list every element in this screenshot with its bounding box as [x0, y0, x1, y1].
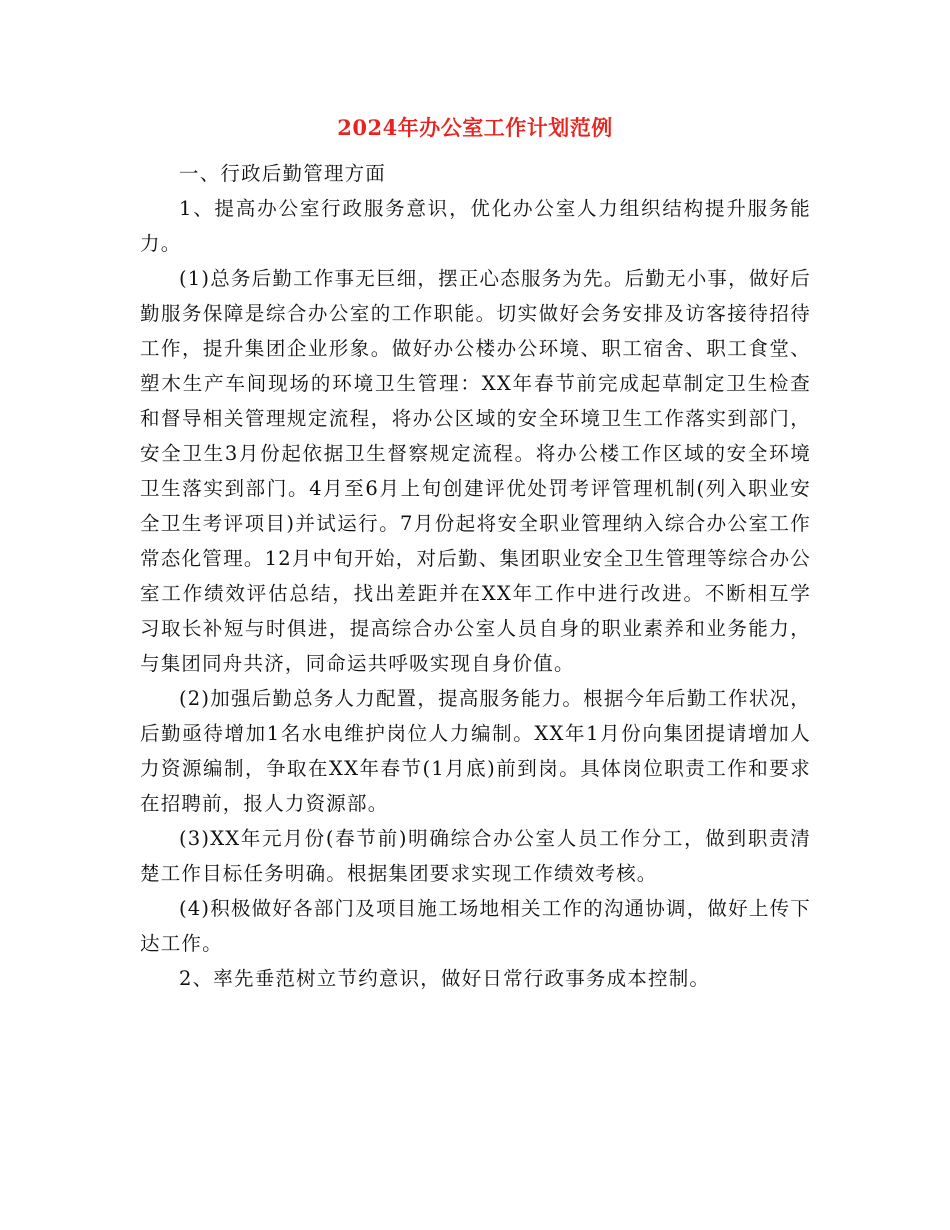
document-title: 2024年办公室工作计划范例	[337, 115, 613, 140]
document-body	[140, 156, 811, 996]
paragraph-subitem-2: (2)加强后勤总务人力配置，提高服务能力。根据今年后勤工作状况，后勤亟待增加1名水电维护岗位人力编制。XX年1月份向集团提请增加人力资源编制，争取在XX年春节(1月底)前到岗。具体岗位职责工作和要求在招聘前，报人力资源部。	[140, 687, 811, 815]
paragraph-item-2: 2、率先垂范树立节约意识，做好日常行政事务成本控制。	[179, 967, 711, 990]
paragraph-subitem-4: (4)积极做好各部门及项目施工场地相关工作的沟通协调，做好上传下达工作。	[140, 897, 811, 955]
paragraph-subitem-1: (1)总务后勤工作事无巨细，摆正心态服务为先。后勤无小事，做好后勤服务保障是综合办公室的工作职能。切实做好会务安排及访客接待招待工作，提升集团企业形象。做好办公楼办公环境、职工宿舍、职工食堂、塑木生产车间现场的环境卫生管理：XX年春节前完成起草制定卫生检查和督导相关管理规定流程，将办公区域的安全环境卫生工作落实到部门，安全卫生3月份起依据卫生督察规定流程。将办公楼工作区域的安全环境卫生落实到部门。4月至6月上旬创建评优处罚考评管理机制(列入职业安全卫生考评项目)并试运行。7月份起将安全职业管理纳入综合办公室工作常态化管理。12月中旬开始，对后勤、集团职业安全卫生管理等综合办公室工作绩效评估总结，找出差距并在XX年工作中进行改进。不断相互学习取长补短与时俱进，提高综合办公室人员自身的职业素养和业务能力，与集团同舟共济，同命运共呼吸实现自身价值。	[140, 267, 811, 675]
paragraph-item-1: 1、提高办公室行政服务意识，优化办公室人力组织结构提升服务能力。	[140, 197, 811, 255]
section-heading-admin-logistics: 一、行政后勤管理方面	[179, 162, 387, 185]
paragraph-subitem-3: (3)XX年元月份(春节前)明确综合办公室人员工作分工，做到职责清楚工作目标任务明确。根据集团要求实现工作绩效考核。	[140, 827, 811, 885]
